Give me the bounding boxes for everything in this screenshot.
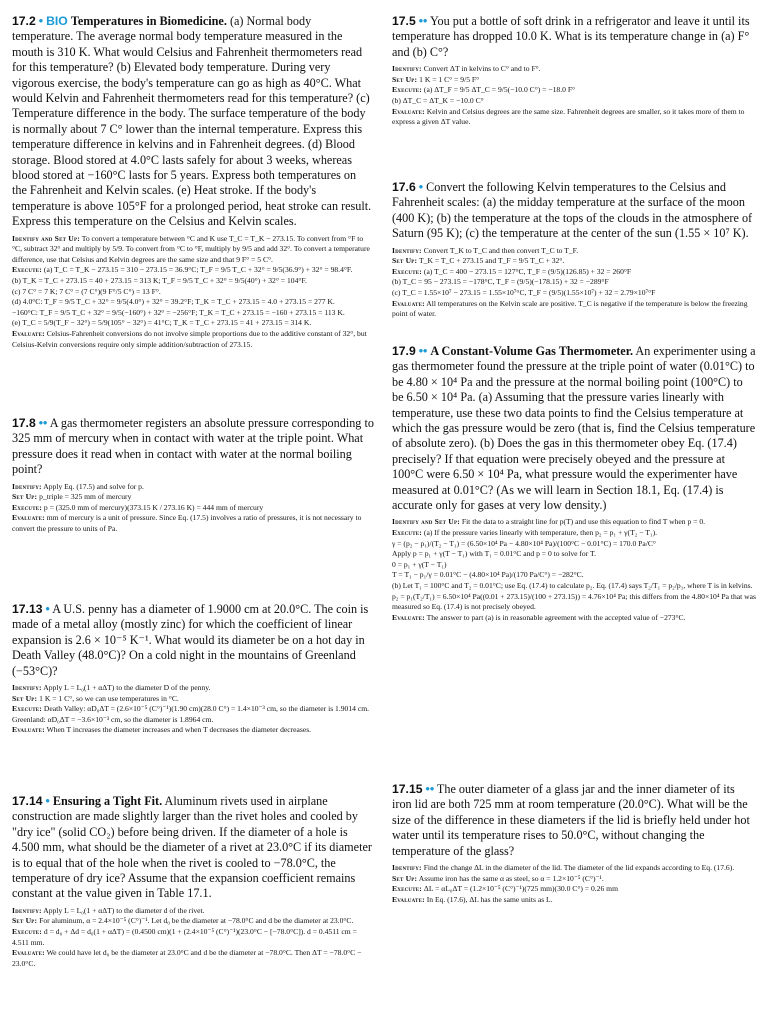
problem-17-8	[12, 416, 374, 535]
solution-text: Celsius-Fahrenheit conversions do not involve simple proportions due to the additive constant of 32°, but Celsius-Kelvin conversions require only simple addition/subtraction of 273.15.	[12, 329, 367, 349]
solution-label: Set Up:	[392, 873, 418, 883]
problem-17-9	[392, 344, 756, 623]
problem-text: You put a bottle of soft drink in a refrigerator and leave it until its temperature has dropped 10.0 K. What is its temperature change in (a) F° and (b) C°?	[392, 14, 750, 59]
problem-statement	[392, 180, 756, 242]
solution-line	[392, 107, 756, 128]
solution-line	[12, 276, 374, 287]
problem-title: A Constant-Volume Gas Thermometer.	[430, 344, 634, 358]
solution-text: d = d₀ + Δd = d₀(1 + αΔT) = (0.4500 cm)(1 + (2.4×10⁻⁵ (C°)⁻¹)(23.0°C − [−78.0°C]). d = 0.4511 cm = 4.511 mm.	[12, 927, 357, 947]
solution-line	[392, 592, 756, 613]
solution-text: 1 K = 1 C° = 9/5 F°	[417, 74, 480, 84]
problem-statement	[392, 14, 756, 60]
solution-line	[392, 874, 756, 885]
solution-label: Execute:	[392, 266, 423, 276]
solution-line	[12, 704, 374, 725]
solution-line	[12, 725, 374, 736]
solution-block	[12, 482, 374, 535]
solution-text: Find the change ΔL in the diameter of the lid. The diameter of the lid expands according to Eq. (17.6).	[421, 863, 735, 873]
solution-text: (c) 7 C° = 7 K; 7 C° = (7 C°)(9 F°/5 C°) = 13 F°.	[12, 286, 161, 296]
solution-text: (e) T_C = 5/9(T_F − 32°) = 5/9(105° − 32°) = 41°C; T_K = T_C + 273.15 = 41 + 273.15 = 314 K.	[12, 318, 312, 328]
solution-line	[12, 287, 374, 298]
solution-text: 1 K = 1 C°, so we can use temperatures in °C.	[37, 693, 179, 703]
problem-text: A gas thermometer registers an absolute pressure corresponding to 325 mm of mercury when in contact with water at the triple point. What pressure does it read when in contact with water at the normal boiling point?	[12, 416, 374, 477]
solution-label: Evaluate:	[12, 948, 45, 958]
solution-line	[392, 267, 756, 278]
solution-line	[392, 517, 756, 528]
solution-block	[12, 683, 374, 736]
solution-text: (b) T_K = T_C + 273.15 = 40 + 273.15 = 313 K; T_F = 9/5 T_C + 32° = 9/5(40°) + 32° = 104°F.	[12, 276, 307, 286]
solution-block	[392, 517, 756, 623]
problem-statement	[12, 602, 374, 679]
solution-label: Identify:	[12, 683, 42, 693]
solution-label: Execute:	[392, 884, 423, 894]
solution-line	[392, 528, 756, 539]
solution-label: Identify:	[12, 481, 42, 491]
solution-text: p = (325.0 mm of mercury)(373.15 K / 273.16 K) = 444 mm of mercury	[42, 502, 264, 512]
problem-number: 17.15	[392, 782, 423, 796]
solution-text: Apply L = L₀(1 + αΔT) to the diameter d of the rivet.	[41, 905, 205, 915]
problem-17-5	[392, 14, 756, 128]
solution-text: T = T₁ − p₁/γ = 0.01°C − (4.80×10⁴ Pa)/(170 Pa/C°) = −282°C.	[392, 570, 584, 580]
solution-label: Evaluate:	[12, 513, 45, 523]
solution-text: (b) ΔT_C = ΔT_K = −10.0 C°	[392, 96, 484, 105]
solution-line	[392, 895, 756, 906]
solution-text: When T increases the diameter increases and when T decreases the diameter decreases.	[44, 725, 312, 735]
problem-statement	[12, 14, 374, 230]
difficulty-dots: ••	[418, 14, 428, 28]
solution-line	[12, 948, 374, 969]
problem-text: Convert the following Kelvin temperatures to the Celsius and Fahrenheit scales: (a) the midday temperature at the surface of the moon (400 K); (b) the temperature at the tops of the clouds in the atmosphere of Saturn (95 K); (c) the temperature at the center of the sun (1.55 × 10⁷ K).	[392, 180, 753, 241]
solution-line	[392, 570, 756, 581]
solution-label: Set Up:	[12, 693, 38, 703]
solution-label: Execute:	[12, 265, 43, 275]
solution-line	[392, 863, 756, 874]
problem-number: 17.6	[392, 180, 416, 194]
difficulty-dots: •	[418, 180, 424, 194]
solution-block	[392, 64, 756, 128]
problem-text: (a) Normal body temperature. The average normal body temperature measured in the mouth is 310 K. What would Celsius and Fahrenheit thermometers read for this temperature? (b) Elevated body temperature. During very vigorous exercise, the body's temperature can go as high as 40°C. What would Kelvin and Fahrenheit thermometers read for this temperature? (c) Temperature difference in the body. The surface temperature of the body is normally about 7 C° lower than the internal temperature. Express this temperature difference in kelvins and in Fahrenheit degrees. (d) Blood storage. Blood stored at 4.0°C lasts safely for about 3 weeks, whereas blood stored at −160°C lasts for 5 years. Express both temperatures on the Fahrenheit and Kelvin scales. (e) Heat stroke. If the body's temperature is above 105°F for a prolonged period, heat stroke can result. Express this temperature on the Celsius and Kelvin scales.	[12, 14, 372, 229]
solution-line	[392, 884, 756, 895]
problem-number: 17.13	[12, 602, 43, 616]
solution-label: Set Up:	[392, 74, 418, 84]
solution-text: γ = (p₂ − p₁)/(T₂ − T₁) = (6.50×10⁴ Pa − 4.80×10⁴ Pa)/(100°C − 0.01°C) = 170.0 Pa/C°	[392, 538, 656, 548]
solution-label: Identify:	[392, 245, 422, 255]
solution-label: Identify:	[12, 905, 42, 915]
solution-text: (b) T_C = 95 − 273.15 = −178°C, T_F = (9/5)(−178.15) + 32 = −289°F	[392, 277, 609, 287]
solution-line	[12, 694, 374, 705]
bio-tag: BIO	[46, 14, 68, 28]
problem-statement	[12, 794, 374, 902]
difficulty-dots: ••	[418, 344, 428, 358]
solution-text: To convert a temperature between °C and K use T_C = T_K − 273.15. To convert from °F to °C, subtract 32° and multiply by 5/9. To convert from °C to °F, multiply by 9/5 and add 32°. To convert a temperature difference, use that Celsius and Kelvin degrees are the same size and that 9 F° = 5 C°.	[12, 233, 370, 264]
solution-text: (d) 4.0°C: T_F = 9/5 T_C + 32° = 9/5(4.0°) + 32° = 39.2°F; T_K = T_C + 273.15 = 4.0 + 273.15 = 277 K.	[12, 297, 335, 307]
solution-text: For aluminum, α = 2.4×10⁻⁵ (C°)⁻¹. Let d₀ be the diameter at −78.0°C and d be the diameter at 23.0°C.	[37, 916, 354, 926]
solution-line	[392, 613, 756, 624]
problem-statement	[12, 416, 374, 478]
difficulty-dots: •	[38, 14, 44, 28]
solution-line	[12, 916, 374, 927]
difficulty-dots: ••	[38, 416, 48, 430]
solution-text: Death Valley: αD₀ΔT = (2.6×10⁻⁵ (C°)⁻¹)(1.90 cm)(28.0 C°) = 1.4×10⁻³ cm, so the diameter is 1.9014 cm. Greenland: αD₀ΔT = −3.6×10⁻³ cm, so the diameter is 1.8964 cm.	[12, 704, 370, 724]
solution-line	[12, 482, 374, 493]
solution-text: (a) T_C = 400 − 273.15 = 127°C, T_F = (9/5)(126.85) + 32 = 260°F	[422, 266, 632, 276]
problem-number: 17.2	[12, 14, 36, 28]
problem-17-2	[12, 14, 374, 350]
solution-line	[12, 492, 374, 503]
problem-title: Ensuring a Tight Fit.	[52, 794, 163, 808]
solution-line	[12, 683, 374, 694]
solution-line	[12, 308, 374, 319]
solution-block	[12, 234, 374, 351]
solution-text: Fit the data to a straight line for p(T) and use this equation to find T when p = 0.	[459, 517, 706, 527]
solution-text: Apply L = L₀(1 + αΔT) to the diameter D of the penny.	[41, 683, 211, 693]
solution-label: Identify:	[392, 863, 422, 873]
solution-text: Assume iron has the same α as steel, so α = 1.2×10⁻⁵ (C°)⁻¹.	[417, 873, 604, 883]
solution-text: Kelvin and Celsius degrees are the same size. Fahrenheit degrees are smaller, so it takes more of them to express a given ΔT value.	[392, 106, 745, 127]
solution-line	[392, 539, 756, 550]
solution-label: Evaluate:	[12, 329, 45, 339]
solution-label: Execute:	[12, 927, 43, 937]
solution-line	[392, 256, 756, 267]
problem-title: Temperatures in Biomedicine.	[70, 14, 227, 28]
solution-text: (a) T_C = T_K − 273.15 = 310 − 273.15 = 36.9°C; T_F = 9/5 T_C + 32° = 9/5(36.9°) + 32° = 98.4°F.	[42, 265, 353, 275]
solution-text: p₂ = p₁(T₂/T₁) = 6.50×10⁴ Pa((0.01 + 273.15)/(100 + 273.15)) = 4.76×10⁴ Pa; this differs from the 4.80×10⁴ Pa that was measured so Eq. (17.4) is not precisely obeyed.	[392, 591, 756, 612]
solution-line	[12, 265, 374, 276]
solution-line	[12, 513, 374, 534]
solution-line	[12, 234, 374, 266]
difficulty-dots: •	[45, 794, 50, 808]
problem-text: An experimenter using a gas thermometer found the pressure at the triple point of water (0.01°C) to be 4.80 × 10⁴ Pa and the pressure at the normal boiling point (100°C) to be 6.50 × 10⁴ Pa. (a) Assuming that the pressure varies linearly with temperature, use these two data points to find the Celsius temperature at which the gas pressure would be zero (that is, find the Celsius temperature of absolute zero). (b) Does the gas in this thermometer obey Eq. (17.4) precisely? If that equation were precisely obeyed and the pressure at 100°C were 6.50 × 10⁴ Pa, what pressure would the experimenter have measured at 0.01°C? (As we will learn in Section 18.1, Eq. (17.4) is accurate only for gases at very low density.)	[392, 344, 756, 513]
solution-label: Set Up:	[392, 256, 418, 266]
solution-label: Set Up:	[12, 492, 38, 502]
solution-text: The answer to part (a) is in reasonable agreement with the accepted value of −273°C.	[424, 612, 686, 622]
solution-line	[12, 927, 374, 948]
problem-statement	[392, 782, 756, 859]
problem-statement	[392, 344, 756, 513]
solution-label: Identify:	[392, 64, 422, 74]
solution-line	[392, 288, 756, 299]
solution-line	[392, 277, 756, 288]
solution-line	[392, 75, 756, 86]
solution-block	[392, 863, 756, 905]
problem-17-15	[392, 782, 756, 905]
solution-text: T_K = T_C + 273.15 and T_F = 9/5 T_C + 32°.	[417, 256, 565, 266]
difficulty-dots: ••	[425, 782, 435, 796]
solution-line	[392, 85, 756, 96]
solution-line	[392, 64, 756, 75]
solution-text: mm of mercury is a unit of pressure. Since Eq. (17.5) involves a ratio of pressures, it is not necessary to convert the pressure to units of Pa.	[12, 513, 362, 533]
solution-label: Execute:	[392, 528, 423, 538]
solution-text: (a) If the pressure varies linearly with temperature, then p₂ = p₁ + γ(T₂ − T₁).	[422, 528, 658, 538]
problem-text: The outer diameter of a glass jar and the inner diameter of its iron lid are both 725 mm at room temperature (20.0°C). What will be the size of the difference in these diameters if the lid is briefly held under hot water until its temperature rises to 50.0°C, without changing the temperature of the glass?	[392, 782, 750, 858]
solution-text: ΔL = αL₀ΔT = (1.2×10⁻⁵ (C°)⁻¹)(725 mm)(30.0 C°) = 0.26 mm	[422, 884, 618, 894]
solution-line	[392, 96, 756, 107]
solution-line	[392, 560, 756, 571]
solution-label: Evaluate:	[392, 298, 425, 308]
solution-line	[12, 329, 374, 350]
problem-number: 17.8	[12, 416, 36, 430]
solution-label: Evaluate:	[392, 106, 425, 116]
solution-line	[12, 318, 374, 329]
solution-text: We could have let d₀ be the diameter at 23.0°C and d be the diameter at −78.0°C. Then ΔT = −78.0°C − 23.0°C.	[12, 948, 362, 968]
solution-text: 0 = p₁ + γ(T − T₁)	[392, 559, 447, 569]
solution-text: Convert ΔT in kelvins to C° and to F°.	[421, 64, 541, 74]
solution-line	[12, 297, 374, 308]
solution-label: Evaluate:	[392, 894, 425, 904]
solution-text: Apply p = p₁ + γ(T − T₁) with T₁ = 0.01°C and p = 0 to solve for T.	[392, 549, 596, 559]
solution-label: Identify and Set Up:	[12, 233, 80, 243]
solution-text: Convert T_K to T_C and then convert T_C to T_F.	[421, 245, 579, 255]
solution-label: Execute:	[392, 85, 423, 95]
problem-number: 17.5	[392, 14, 416, 28]
solution-text: Apply Eq. (17.5) and solve for p.	[41, 481, 144, 491]
solution-text: p_triple = 325 mm of mercury	[37, 492, 132, 502]
solution-text: (a) ΔT_F = 9/5 ΔT_C = 9/5(−10.0 C°) = −18.0 F°	[422, 85, 576, 95]
difficulty-dots: •	[45, 602, 50, 616]
solution-label: Execute:	[12, 704, 43, 714]
solution-text: All temperatures on the Kelvin scale are positive. T_C is negative if the temperature is below the freezing point of water.	[392, 298, 748, 319]
problem-number: 17.9	[392, 344, 416, 358]
solution-text: (b) Let T₁ = 100°C and T₂ = 0.01°C; use Eq. (17.4) to calculate p₂. Eq. (17.4) says T₂/T₁ = p₂/p₁, where T is in kelvins.	[392, 581, 753, 591]
solution-block	[12, 906, 374, 970]
problem-text: Aluminum rivets used in airplane construction are made slightly larger than the rivet holes and cooled by "dry ice" (solid CO₂) before being driven. If the diameter of a hole is 4.500 mm, what should be the diameter of a rivet at 23.0°C if its diameter is to equal that of the hole when the rivet is cooled to −78.0°C, the temperature of dry ice? Assume that the expansion coefficient remains constant at the value given in Table 17.1.	[12, 794, 372, 901]
problem-17-14	[12, 794, 374, 969]
solution-line	[12, 503, 374, 514]
solution-line	[392, 299, 756, 320]
solution-label: Evaluate:	[12, 725, 45, 735]
solution-text: −160°C: T_F = 9/5 T_C + 32° = 9/5(−160°) + 32° = −256°F; T_K = T_C + 273.15 = −160 + 273.15 = 113 K.	[12, 307, 345, 317]
solution-label: Identify and Set Up:	[392, 517, 460, 527]
problem-number: 17.14	[12, 794, 43, 808]
problem-text: A U.S. penny has a diameter of 1.9000 cm at 20.0°C. The coin is made of a metal alloy (mostly zinc) for which the coefficient of linear expansion is 2.6 × 10⁻⁵ K⁻¹. What would its diameter be on a hot day in Death Valley (48.0°C)? On a cold night in the mountains of Greenland (−53°C)?	[12, 602, 369, 678]
problem-17-13	[12, 602, 374, 736]
solution-label: Set Up:	[12, 916, 38, 926]
solution-line	[392, 549, 756, 560]
solution-line	[392, 581, 756, 592]
solution-line	[392, 246, 756, 257]
solution-label: Evaluate:	[392, 612, 425, 622]
solution-text: (c) T_C = 1.55×10⁷ − 273.15 = 1.55×10⁷°C, T_F = (9/5)(1.55×10⁷) + 32 = 2.79×10⁷°F	[392, 288, 656, 297]
solution-label: Execute:	[12, 502, 43, 512]
solution-line	[12, 906, 374, 917]
solution-block	[392, 246, 756, 320]
solution-text: In Eq. (17.6), ΔL has the same units as L.	[424, 894, 553, 904]
problem-17-6	[392, 180, 756, 320]
